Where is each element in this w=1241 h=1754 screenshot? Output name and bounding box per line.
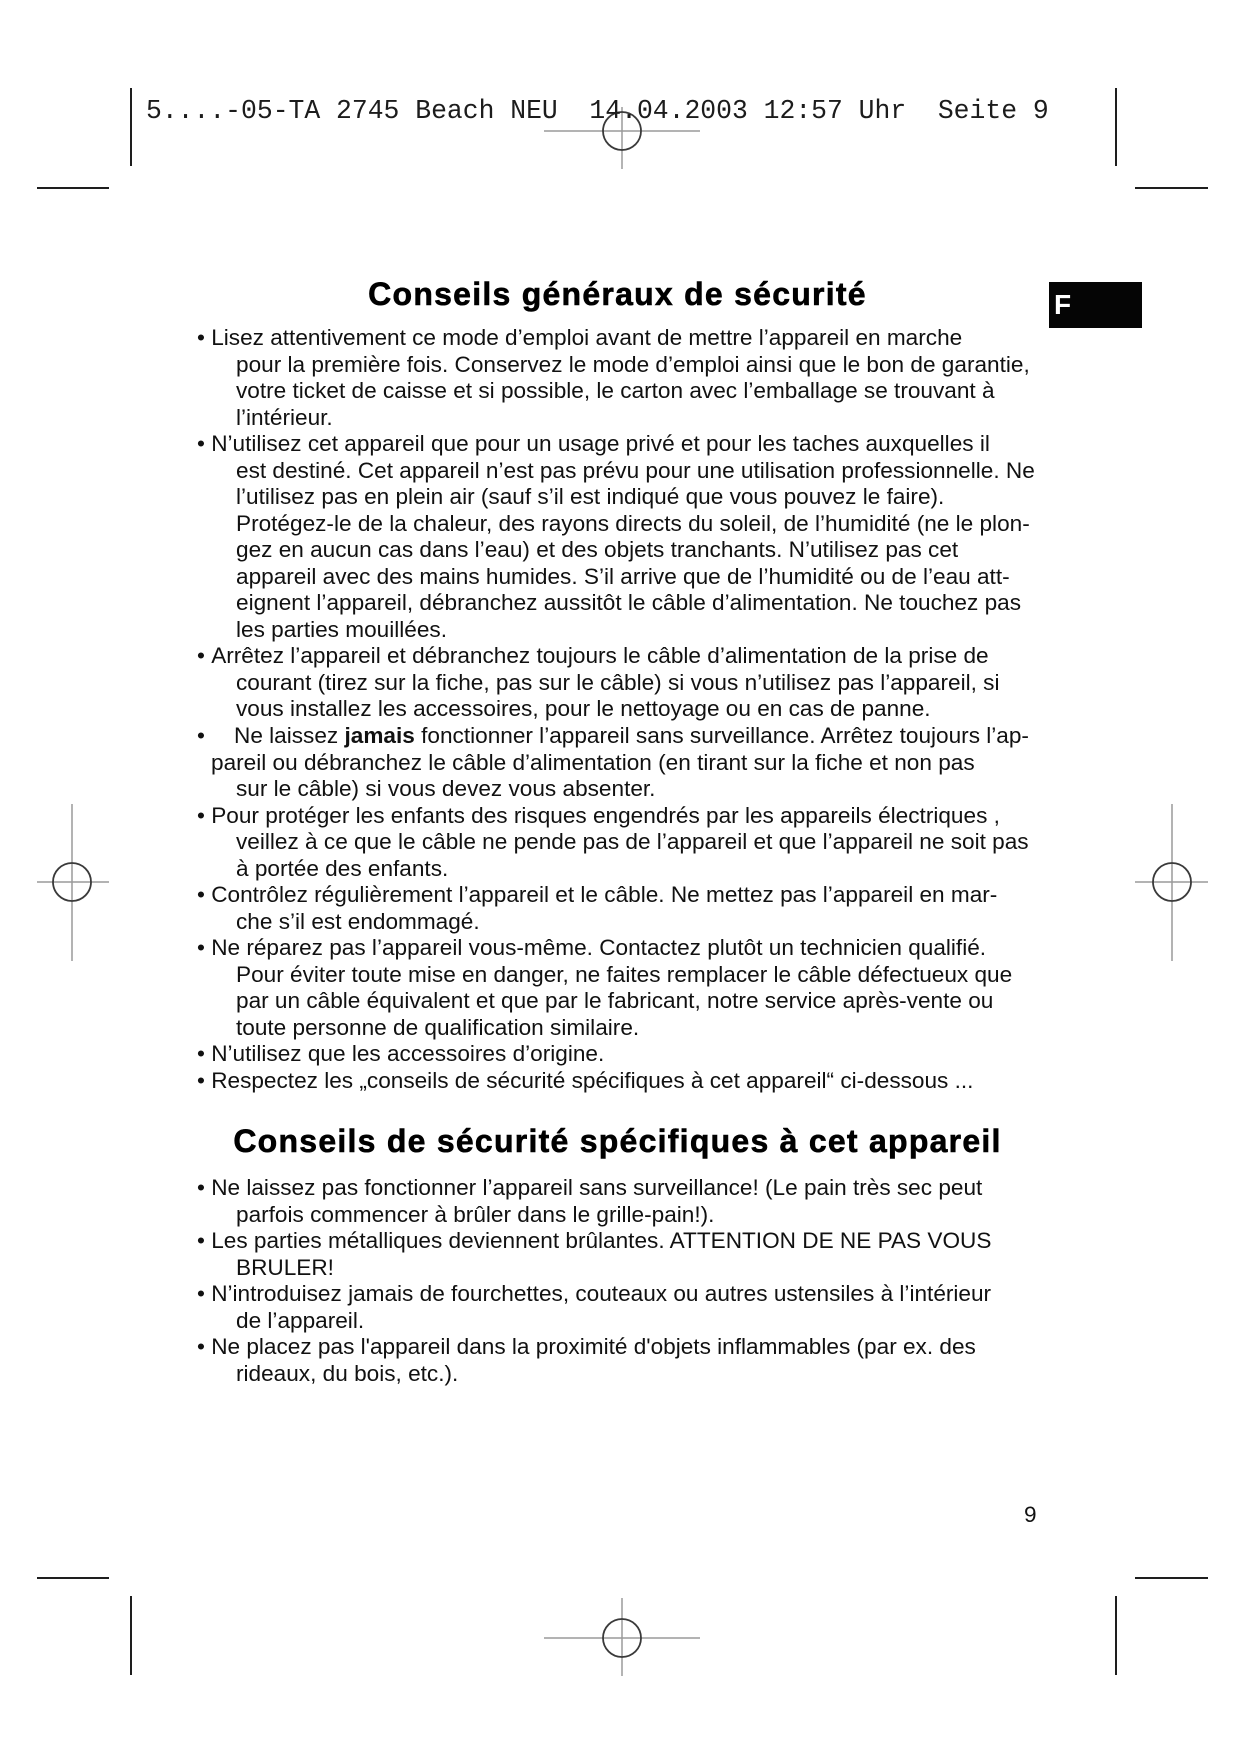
print-slug-line: 5....-05-TA 2745 Beach NEU 14.04.2003 12:57 Uhr Seite 9 [146, 96, 1049, 126]
item-continuation-line: pour la première fois. Conservez le mode d’emploi ainsi que le bon de garantie, [236, 351, 1030, 377]
item-first-line [197, 643, 1035, 670]
crop-mark-top-left [37, 88, 131, 188]
bullet-marker: • [197, 1175, 205, 1200]
item-first-line [197, 1281, 991, 1308]
item-first-line [197, 935, 1035, 962]
item-text: Ne placez pas l'appareil dans la proximité d'objets inflammables (par ex. des [211, 1334, 976, 1360]
item-text: Ne réparez pas l’appareil vous-même. Contactez plutôt un technicien qualifié. [211, 935, 987, 961]
item-continuation-line: parfois commencer à brûler dans le grille-pain!). [236, 1201, 715, 1227]
item-text: N’utilisez cet appareil que pour un usage privé et pour les taches auxquelles il [211, 431, 990, 457]
item-text: Contrôlez régulièrement l’appareil et le câble. Ne mettez pas l’appareil en mar- [211, 882, 998, 908]
safety-item [197, 1068, 1035, 1095]
safety-item [197, 882, 1035, 935]
item-continuation-line: est destiné. Cet appareil n’est pas prévu pour une utilisation professionnelle. Ne [236, 457, 1035, 483]
bullet-marker: • [197, 431, 205, 457]
safety-item [197, 325, 1035, 431]
item-continuation-line: gez en aucun cas dans l’eau) et des objets tranchants. N’utilisez pas cet [236, 537, 959, 563]
general-safety-list [197, 325, 1035, 1094]
bullet-marker: • [197, 882, 205, 908]
item-first-line [197, 1041, 1035, 1068]
item-text-emphasis: jamais [344, 722, 415, 748]
safety-item [197, 643, 1035, 723]
item-continuation-line: votre ticket de caisse et si possible, le carton avec l’emballage se trouvant à [236, 378, 995, 404]
item-text: Pour protéger les enfants des risques engendrés par les appareils électriques , [211, 802, 1000, 828]
bullet-marker: • [197, 1334, 205, 1360]
crop-mark-bottom-left [37, 1578, 131, 1675]
item-first-line [197, 1068, 1035, 1095]
safety-item [197, 1175, 991, 1228]
item-first-line [197, 1228, 991, 1255]
item-continuation-line: courant (tirez sur la fiche, pas sur le câble) si vous n’utilisez pas l’appareil, si [236, 669, 1000, 695]
item-text: Lisez attentivement ce mode d’emploi avant de mettre l’appareil en marche [211, 325, 963, 350]
bullet-marker: • [197, 325, 205, 350]
item-text: N’introduisez jamais de fourchettes, couteaux ou autres ustensiles à l’intérieur [211, 1281, 992, 1307]
item-continuation-line: l’utilisez pas en plein air (sauf s’il est indiqué que vous pouvez le faire). [236, 484, 945, 510]
section-title-general-safety: Conseils généraux de sécurité [368, 276, 867, 312]
item-first-line [197, 325, 1035, 352]
bullet-marker: • [197, 643, 205, 669]
registration-mark-left [37, 804, 109, 961]
item-continuation-line: à portée des enfants. [236, 855, 449, 881]
item-text-before: Ne laissez [234, 722, 345, 748]
item-first-line [197, 723, 1035, 750]
item-text-after: fonctionner l’appareil sans surveillance. Arrêtez toujours l’ap- [414, 722, 1029, 748]
item-text: Respectez les „conseils de sécurité spécifiques à cet appareil“ ci-dessous ... [211, 1067, 974, 1093]
item-text: Arrêtez l’appareil et débranchez toujours le câble d’alimentation de la prise de [211, 643, 989, 669]
item-continuation-line: appareil avec des mains humides. S’il arrive que de l’humidité ou de l’eau att- [236, 563, 1010, 589]
bullet-marker: • [197, 722, 205, 748]
item-continuation-line: Pour éviter toute mise en danger, ne faites remplacer le câble défectueux que [236, 961, 1013, 987]
safety-item [197, 1281, 991, 1334]
registration-mark-right [1135, 804, 1208, 961]
section-title-specific-safety: Conseils de sécurité spécifiques à cet appareil [233, 1123, 1002, 1159]
item-continuation-line: BRULER! [236, 1254, 334, 1280]
item-continuation-line: che s’il est endommagé. [236, 908, 480, 934]
safety-item [197, 723, 1035, 803]
bullet-marker: • [197, 1228, 205, 1254]
safety-item [197, 803, 1035, 883]
item-continuation-line: veillez à ce que le câble ne pende pas de l’appareil et que l’appareil ne soit pas [236, 829, 1029, 855]
bullet-marker: • [197, 802, 205, 828]
item-continuation-line: les parties mouillées. [236, 616, 447, 642]
page-number: 9 [1024, 1502, 1037, 1527]
bullet-marker: • [197, 1067, 205, 1093]
crop-mark-bottom-right [1116, 1578, 1208, 1675]
safety-item [197, 431, 1035, 643]
item-continuation-line: rideaux, du bois, etc.). [236, 1360, 459, 1386]
item-text: Ne laissez pas fonctionner l’appareil sans surveillance! (Le pain très sec peut [211, 1175, 983, 1200]
bullet-marker: • [197, 1041, 205, 1067]
item-first-line [197, 1175, 991, 1202]
specific-safety-list [197, 1175, 991, 1387]
item-continuation-line: pareil ou débranchez le câble d’alimentation (en tirant sur la fiche et non pas [211, 749, 975, 775]
item-first-line [197, 882, 1035, 909]
safety-item [197, 1228, 991, 1281]
crop-mark-top-right [1116, 88, 1208, 188]
safety-item [197, 1334, 991, 1387]
item-continuation-line: sur le câble) si vous devez vous absenter. [236, 776, 656, 802]
item-continuation-line: vous installez les accessoires, pour le nettoyage ou en cas de panne. [236, 696, 931, 722]
registration-mark-bottom [544, 1598, 700, 1676]
language-tab-label: F [1054, 289, 1072, 320]
safety-item [197, 935, 1035, 1041]
item-continuation-line: toute personne de qualification similaire. [236, 1014, 640, 1040]
item-continuation-line: Protégez-le de la chaleur, des rayons directs du soleil, de l’humidité (ne le plon- [236, 510, 1030, 536]
item-first-line [197, 803, 1035, 830]
item-continuation-line: de l’appareil. [236, 1307, 365, 1333]
bullet-marker: • [197, 935, 205, 961]
safety-item [197, 1041, 1035, 1068]
item-continuation-line: par un câble équivalent et que par le fabricant, notre service après-vente ou [236, 988, 994, 1014]
item-continuation-line: l’intérieur. [236, 404, 333, 430]
item-continuation-line: eignent l’appareil, débranchez aussitôt le câble d’alimentation. Ne touchez pas [236, 590, 1022, 616]
bullet-marker: • [197, 1281, 205, 1307]
item-first-line [197, 1334, 991, 1361]
item-text: N’utilisez que les accessoires d’origine. [211, 1041, 605, 1067]
item-first-line [197, 431, 1035, 458]
item-text: Les parties métalliques deviennent brûlantes. ATTENTION DE NE PAS VOUS [211, 1228, 992, 1254]
